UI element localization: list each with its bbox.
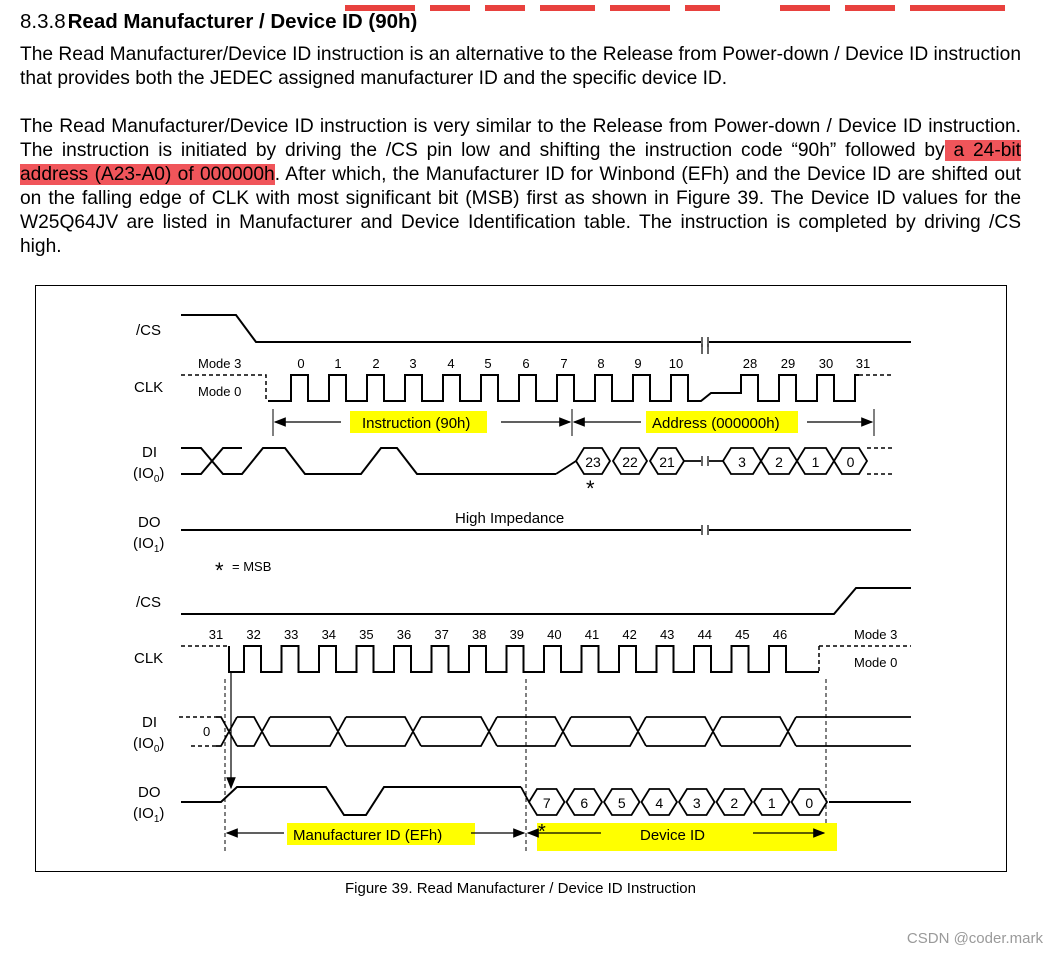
address-label: Address (000000h) [652,415,780,432]
device-bit-label: 5 [617,795,626,811]
bottom-clock-number: 45 [735,627,750,642]
bottom-clock-number: 36 [396,627,412,642]
top-clock-number: 3 [409,356,417,371]
bottom-cs-label: /CS [136,594,162,611]
top-di-label: DI [142,444,157,461]
bottom-clock-number: 41 [584,627,600,642]
bottom-io0-label: $(IO_0)$ [133,735,165,755]
top-address-bits [556,448,894,474]
top-clock-number: 30 [818,356,834,371]
device-bit-label: 7 [542,795,551,811]
header-banner-fragment [0,0,1057,8]
bottom-clock-number: 32 [246,627,261,642]
bottom-do-label: DO [138,784,161,801]
timing-diagram [35,285,1007,872]
paragraph-intro-text: The Read Manufacturer/Device ID instruction is an alternative to the Release from Power-down / Device ID instruction that provides both the JEDEC assigned manufacturer ID and the specific device ID. [20,44,1021,89]
bottom-clock-number: 37 [434,627,449,642]
high-impedance-label: High Impedance [455,510,565,527]
address-bit-label: 21 [659,454,675,470]
address-bit-label: 1 [811,454,820,470]
bottom-di-label: DI [142,714,157,731]
bottom-di-waveform [216,717,911,746]
bottom-clock-number: 43 [659,627,675,642]
top-clock-number: 31 [855,356,871,371]
highlighted-address-text: a 24-bit address (A23-A0) of 000000h [20,140,1021,185]
address-bit-label: 22 [622,454,638,470]
device-bit-label: 3 [692,795,701,811]
top-clock-number: 4 [447,356,455,371]
top-clock-number: 28 [742,356,758,371]
device-bit-label: 2 [730,795,739,811]
top-clock-number: 10 [668,356,684,371]
bottom-mode3-label: Mode 3 [854,627,898,642]
paragraph-intro [20,43,1021,91]
address-bit-label: 23 [585,454,601,470]
top-clock-number: 7 [560,356,568,371]
address-bit-label: 3 [738,454,746,470]
device-id-label: Device ID [640,827,706,844]
section-heading [20,10,417,34]
paragraph-detail [20,115,1021,259]
bottom-clock-number: 40 [547,627,562,642]
figure-caption: Figure 39. Read Manufacturer / Device ID Instruction [345,880,696,897]
top-io0-label: $(IO_0)$ [133,465,165,485]
bottom-msb-star: * [538,821,546,843]
device-bit-label: 6 [580,795,589,811]
bottom-clock-number: 34 [321,627,337,642]
bottom-clock-number: 35 [359,627,374,642]
bottom-clock-number: 39 [509,627,525,642]
top-clk-waveform [268,375,859,401]
top-io1-label: $(IO_1)$ [133,535,165,555]
bottom-mode0-label: Mode 0 [854,655,898,670]
bottom-clock-number: 33 [283,627,299,642]
paragraph-detail-after: . After which, the Manufacturer ID for Winbond (EFh) and the Device ID are shifted out on the falling edge of CLK with most significant bit (MSB) first as shown in Figure 39. The Device ID values for the W25Q64JV are listed in Manufacturer and Device Identification table. The instruction is completed by driving /CS high. [20,164,1021,257]
bottom-io1-label: $(IO_1)$ [133,805,165,825]
legend-star: * [215,558,224,583]
bottom-clock-number: 42 [622,627,637,642]
top-msb-star: * [586,476,595,501]
manufacturer-label: Manufacturer ID (EFh) [293,827,443,844]
bottom-clock-number: 46 [772,627,788,642]
address-bit-label: 0 [846,454,855,470]
top-clk-label: CLK [134,379,164,396]
top-clk-break [702,344,708,354]
instruction-label: Instruction (90h) [362,415,471,432]
bottom-di-bit: 0 [203,724,211,739]
device-bit-label: 1 [767,795,776,811]
section-number: 8.3.8 [20,10,66,33]
bottom-do-waveform [181,787,521,815]
watermark: CSDN @coder.mark [906,930,1043,947]
top-cs-label: /CS [136,322,162,339]
bottom-clock-number: 31 [208,627,224,642]
top-clock-number: 1 [334,356,342,371]
top-clock-number: 5 [484,356,492,371]
top-clock-number: 9 [634,356,642,371]
bottom-cs-waveform [181,588,911,614]
bottom-clock-number: 38 [471,627,487,642]
bottom-clock-number: 44 [697,627,713,642]
bottom-clock-numbers [209,627,787,642]
top-clock-number: 2 [372,356,380,371]
top-mode3-label: Mode 3 [198,356,242,371]
device-bit-label: 4 [655,795,664,811]
top-clock-numbers [297,356,870,371]
top-clock-number: 29 [780,356,796,371]
bottom-device-bits [521,787,827,815]
top-clock-number: 0 [297,356,305,371]
top-clock-number: 8 [597,356,605,371]
bottom-clk-waveform [229,646,819,672]
legend-text: = MSB [232,559,272,574]
address-bit-label: 2 [775,454,783,470]
top-do-label: DO [138,514,161,531]
device-bit-label: 0 [805,795,814,811]
top-cs-waveform [181,315,911,342]
paragraph-detail-before: The Read Manufacturer/Device ID instruction is very similar to the Release from Power-down / Device ID instruction. The instruction is initiated by driving the /CS pin low and shifting the instruction code “90h” followed by [20,116,1021,161]
top-di-waveform [181,448,556,474]
bottom-clk-label: CLK [134,650,164,667]
section-title: Read Manufacturer / Device ID (90h) [67,10,418,33]
top-mode0-label: Mode 0 [198,384,242,399]
top-clock-number: 6 [522,356,530,371]
top-cs-break [702,337,708,347]
